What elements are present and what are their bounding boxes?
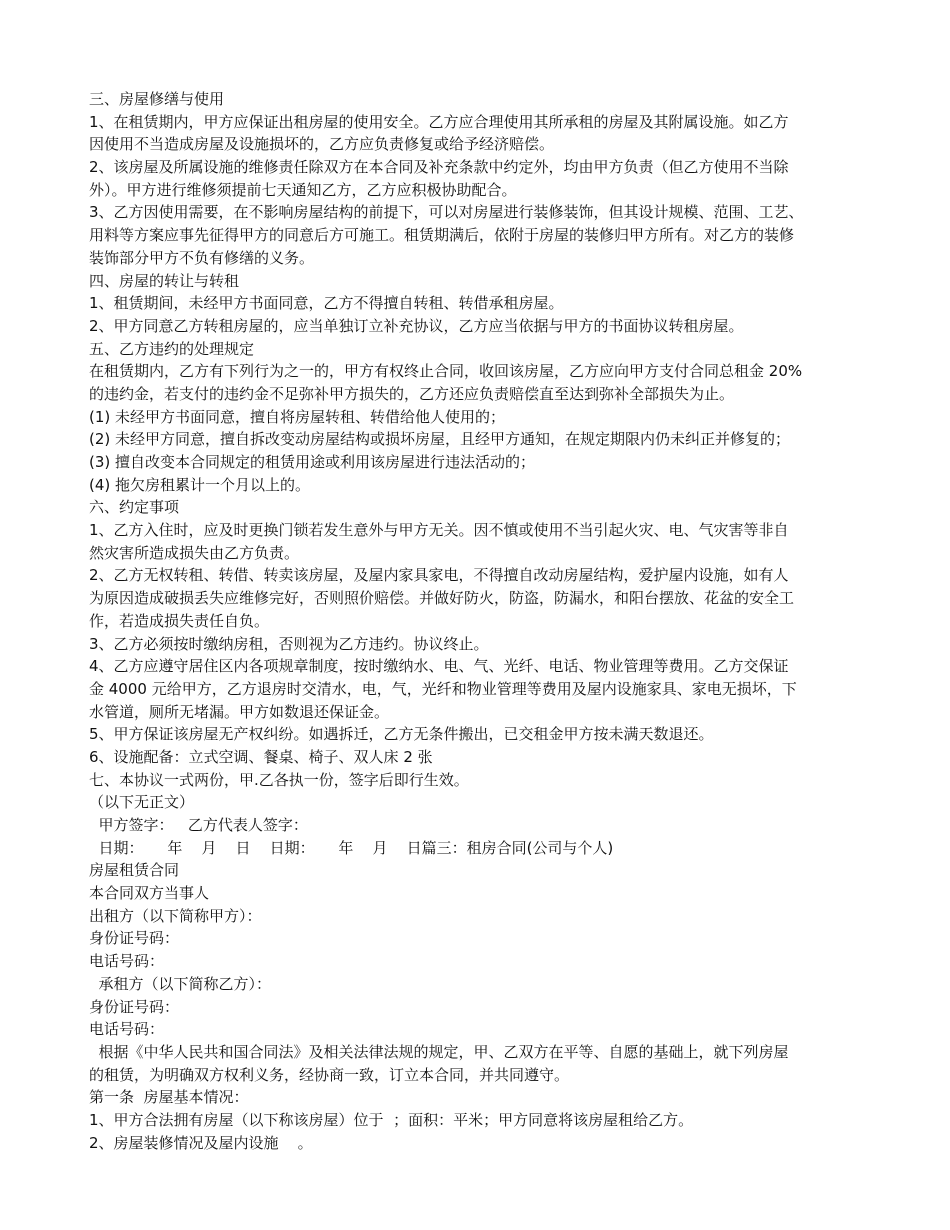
text-line: 为原因造成破损丢失应维修完好，否则照价赔偿。并做好防火，防盗，防漏水，和阳台摆放、花盆的安全工	[89, 589, 795, 608]
text-line: 2、该房屋及所属设施的维修责任除双方在本合同及补充条款中约定外，均由甲方负责（但乙方使用不当除	[89, 158, 789, 177]
text-line: 用料等方案应事先征得甲方的同意后方可施工。租赁期满后，依附于房屋的装修归甲方所有。对乙方的装修	[89, 226, 795, 245]
text-line: 六、约定事项	[89, 498, 180, 517]
text-line: 承租方（以下简称乙方）：	[89, 974, 272, 993]
text-line: 金 4000 元给甲方，乙方退房时交清水，电，气，光纤和物业管理等费用及屋内设施家具、家电无损坏，下	[89, 679, 797, 698]
document-body	[89, 88, 859, 1154]
text-line: 第一条 房屋基本情况：	[89, 1088, 249, 1107]
text-line: 水管道，厕所无堵漏。甲方如数退还保证金。	[89, 702, 390, 721]
text-line: 6、设施配备：立式空调、餐桌、椅子、双人床 2 张	[89, 747, 433, 766]
text-line: (4) 拖欠房租累计一个月以上的。	[89, 475, 311, 494]
text-line: 1、乙方入住时，应及时更换门锁若发生意外与甲方无关。因不慎或使用不当引起火灾、电、气灾害等非自	[89, 521, 789, 540]
text-line: 3、乙方因使用需要，在不影响房屋结构的前提下，可以对房屋进行装修装饰，但其设计规模、范围、工艺、	[89, 203, 804, 222]
text-line: (1) 未经甲方书面同意，擅自将房屋转租、转借给他人使用的；	[89, 407, 506, 426]
text-line: 身份证号码：	[89, 929, 180, 948]
text-line: 2、乙方无权转租、转借、转卖该房屋，及屋内家具家电，不得擅自改动房屋结构，爱护屋内设施，如有人	[89, 566, 789, 585]
text-line: 3、乙方必须按时缴纳房租，否则视为乙方违约。协议终止。	[89, 634, 489, 653]
text-line: 电话号码：	[89, 952, 165, 971]
text-line: 装饰部分甲方不负有修缮的义务。	[89, 248, 315, 267]
text-line: 本合同双方当事人	[89, 884, 210, 903]
text-line: 的租赁，为明确双方权利义务，经协商一致，订立本合同，并共同遵守。	[89, 1065, 570, 1084]
text-line: 日期： 年 月 日 日期： 年 月 日篇三：租房合同(公司与个人)	[89, 838, 614, 857]
text-line: 1、甲方合法拥有房屋（以下称该房屋）位于 ；面积：平米；甲方同意将该房屋租给乙方。	[89, 1110, 694, 1129]
text-line: 身份证号码：	[89, 997, 180, 1016]
text-line: 外）。甲方进行维修须提前七天通知乙方，乙方应积极协助配合。	[89, 180, 517, 199]
text-line: （以下无正文）	[89, 793, 195, 812]
text-line: 三、房屋修缮与使用	[89, 90, 225, 108]
text-line: 电话号码：	[89, 1020, 165, 1039]
text-line: 因使用不当造成房屋及设施损坏的，乙方应负责修复或给予经济赔偿。	[89, 135, 555, 154]
text-line: 的违约金，若支付的违约金不足弥补甲方损失的，乙方还应负责赔偿直至达到弥补全部损失为止。	[89, 384, 735, 403]
text-line: 出租方（以下简称甲方）：	[89, 906, 262, 925]
text-line: 房屋租赁合同	[89, 861, 180, 880]
text-line: 1、租赁期间，未经甲方书面同意，乙方不得擅自转租、转借承租房屋。	[89, 294, 564, 313]
text-line: 2、甲方同意乙方转租房屋的，应当单独订立补充协议，乙方应当依据与甲方的书面协议转租房屋。	[89, 316, 744, 335]
text-line: 根据《中华人民共和国合同法》及相关法律法规的规定，甲、乙双方在平等、自愿的基础上，就下列房屋	[89, 1042, 789, 1061]
text-line: 1、在租赁期内，甲方应保证出租房屋的使用安全。乙方应合理使用其所承租的房屋及其附属设施。如乙方	[89, 112, 789, 131]
text-line: 5、甲方保证该房屋无产权纠纷。如遇拆迁，乙方无条件搬出，已交租金甲方按未满天数退还。	[89, 725, 714, 744]
text-line: 作，若造成损失责任自负。	[89, 611, 270, 630]
text-line: 甲方签字： 乙方代表人签字：	[89, 816, 308, 834]
text-line: 七、本协议一式两份，甲.乙各执一份，签字后即行生效。	[89, 770, 469, 789]
text-line: (2) 未经甲方同意，擅自拆改变动房屋结构或损坏房屋，且经甲方通知，在规定期限内仍未纠正并修复的；	[89, 430, 791, 449]
text-line: 四、房屋的转让与转租	[89, 271, 240, 290]
text-line: 然灾害所造成损失由乙方负责。	[89, 543, 300, 562]
text-line: 2、房屋装修情况及屋内设施 。	[89, 1133, 313, 1152]
text-line: 4、乙方应遵守居住区内各项规章制度，按时缴纳水、电、气、光纤、电话、物业管理等费用。乙方交保证	[89, 657, 789, 676]
text-line: (3) 擅自改变本合同规定的租赁用途或利用该房屋进行违法活动的；	[89, 453, 536, 471]
text-line: 五、乙方违约的处理规定	[89, 339, 255, 358]
text-line: 在租赁期内，乙方有下列行为之一的，甲方有权终止合同，收回该房屋，乙方应向甲方支付合同总租金 20%	[89, 362, 803, 381]
